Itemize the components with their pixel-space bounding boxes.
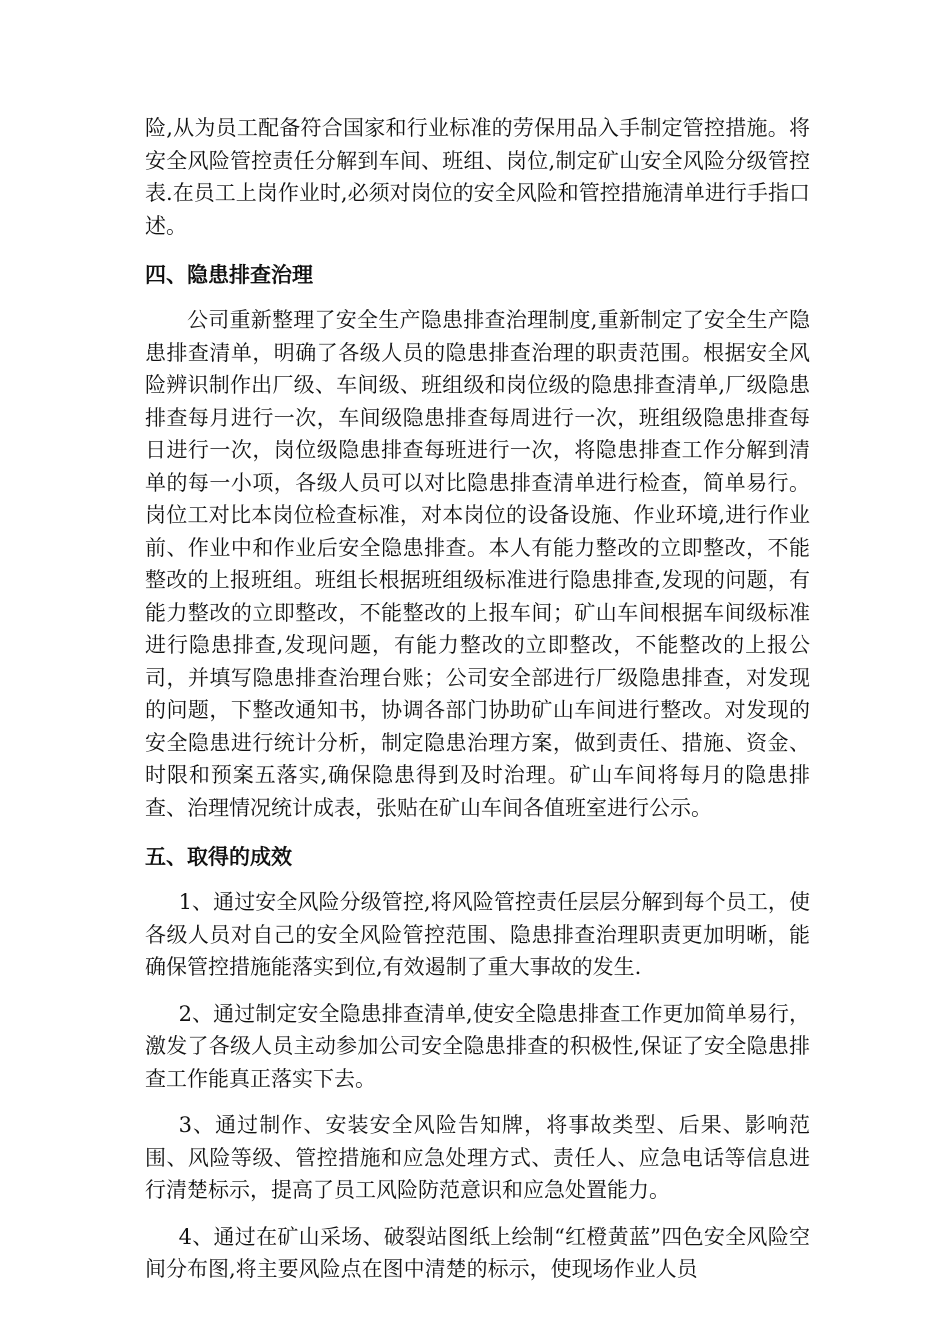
- achievement-item-1: 1、通过安全风险分级管控,将风险管控责任层层分解到每个员工，使各级人员对自己的安全风险管控范围、隐患排查治理职责更加明晰，能确保管控措施能落实到位,有效遏制了重大事故的发生.: [145, 890, 810, 979]
- hazard-investigation-paragraph: 公司重新整理了安全生产隐患排查治理制度,重新制定了安全生产隐患排查清单，明确了各级人员的隐患排查治理的职责范围。根据安全风险辨识制作出厂级、车间级、班组级和岗位级的隐患排查清单,厂级隐患排查每月进行一次，车间级隐患排查每周进行一次，班组级隐患排查每日进行一次，岗位级隐患排查每班进行一次，将隐患排查工作分解到清单的每一小项，各级人员可以对比隐患排查清单进行检查，简单易行。岗位工对比本岗位检查标准，对本岗位的设备设施、作业环境,进行作业前、作业中和作业后安全隐患排查。本人有能力整改的立即整改，不能整改的上报班组。班组长根据班组级标准进行隐患排查,发现的问题，有能力整改的立即整改，不能整改的上报车间；矿山车间根据车间级标准进行隐患排查,发现问题，有能力整改的立即整改，不能整改的上报公司，并填写隐患排查治理台账；公司安全部进行厂级隐患排查，对发现的问题，下整改通知书，协调各部门协助矿山车间进行整改。对发现的安全隐患进行统计分析，制定隐患治理方案，做到责任、措施、资金、时限和预案五落实,确保隐患得到及时治理。矿山车间将每月的隐患排查、治理情况统计成表，张贴在矿山车间各值班室进行公示。: [145, 308, 810, 820]
- continuation-paragraph: 险,从为员工配备符合国家和行业标准的劳保用品入手制定管控措施。将安全风险管控责任分解到车间、班组、岗位,制定矿山安全风险分级管控表.在员工上岗作业时,必须对岗位的安全风险和管控措施清单进行手指口述。: [145, 116, 810, 238]
- document-body: [145, 112, 810, 1286]
- achievement-item-4: 4、通过在矿山采场、破裂站图纸上绘制“红橙黄蓝”四色安全风险空间分布图,将主要风险点在图中清楚的标示，使现场作业人员: [145, 1224, 810, 1281]
- section-heading-hazard-investigation: 四、隐患排查治理: [145, 263, 313, 287]
- achievement-item-2: 2、通过制定安全隐患排查清单,使安全隐患排查工作更加简单易行，激发了各级人员主动参加公司安全隐患排查的积极性,保证了安全隐患排查工作能真正落实下去。: [145, 1001, 810, 1091]
- section-heading-achievements: 五、取得的成效: [145, 845, 292, 869]
- achievement-item-3: 3、通过制作、安装安全风险告知牌，将事故类型、后果、影响范围、风险等级、管控措施和应急处理方式、责任人、应急电话等信息进行清楚标示，提高了员工风险防范意识和应急处置能力。: [145, 1113, 810, 1202]
